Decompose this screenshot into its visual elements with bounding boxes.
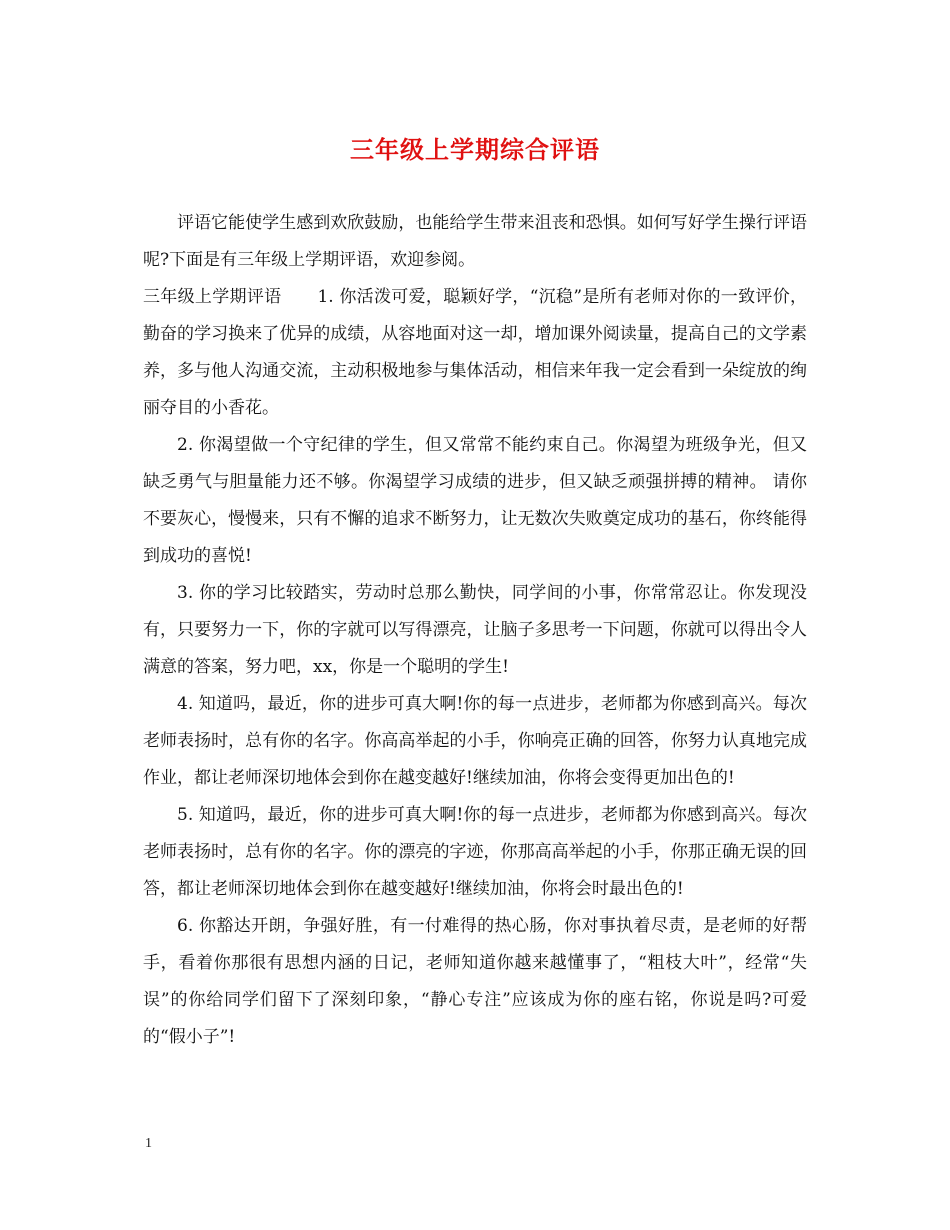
intro-paragraph: 评语它能使学生感到欢欣鼓励，也能给学生带来沮丧和恐惧。如何写好学生操行评语呢?下面是有三年级上学期评语，欢迎参阅。 <box>143 213 807 270</box>
comment-paragraph-4: 4. 知道吗，最近，你的进步可真大啊!你的每一点进步，老师都为你感到高兴。每次老师表扬时，总有你的名字。你高高举起的小手，你响亮正确的回答，你努力认真地完成作业，都让老师深切地体会到你在越变越好!继续加油，你将会变得更加出色的! <box>143 694 807 788</box>
comment-text-1: 1. 你活泼可爱，聪颖好学，“沉稳”是所有老师对你的一致评价，勤奋的学习换来了优异的成绩，从容地面对这一却，增加课外阅读量，提高自己的文学素养，多与他人沟通交流，主动积极地参与集体活动，相信来年我一定会看到一朵绽放的绚丽夺目的小香花。 <box>143 287 808 418</box>
comment-paragraph-3: 3. 你的学习比较踏实，劳动时总那么勤快，同学间的小事，你常常忍让。你发现没有，只要努力一下，你的字就可以写得漂亮，让脑子多思考一下问题，你就可以得出令人满意的答案，努力吧，xx，你是一个聪明的学生! <box>143 583 807 677</box>
document-body <box>143 205 807 1056</box>
comment-paragraph-1 <box>143 279 807 427</box>
section-label: 三年级上学期评语 <box>143 287 282 307</box>
page-number: 1 <box>145 1136 152 1151</box>
comment-paragraph-2: 2. 你渴望做一个守纪律的学生，但又常常不能约束自己。你渴望为班级争光，但又缺乏勇气与胆量能力还不够。你渴望学习成绩的进步，但又缺乏顽强拼搏的精神。 请你不要灰心，慢慢来，只有不懈的追求不断努力，让无数次失败奠定成功的基石，你终能得到成功的喜悦! <box>143 435 807 566</box>
comment-paragraph-6: 6. 你豁达开朗，争强好胜，有一付难得的热心肠，你对事执着尽责，是老师的好帮手，看着你那很有思想内涵的日记，老师知道你越来越懂事了，“粗枝大叶”，经常“失误”的你给同学们留下了深刻印象，“静心专注”应该成为你的座右铭，你说是吗?可爱的“假小子”! <box>143 916 807 1047</box>
comment-paragraph-5: 5. 知道吗，最近，你的进步可真大啊!你的每一点进步，老师都为你感到高兴。每次老师表扬时，总有你的名字。你的漂亮的字迹，你那高高举起的小手，你那正确无误的回答，都让老师深切地体会到你在越变越好!继续加油，你将会时最出色的! <box>143 805 807 899</box>
document-title: 三年级上学期综合评语 <box>350 135 600 164</box>
